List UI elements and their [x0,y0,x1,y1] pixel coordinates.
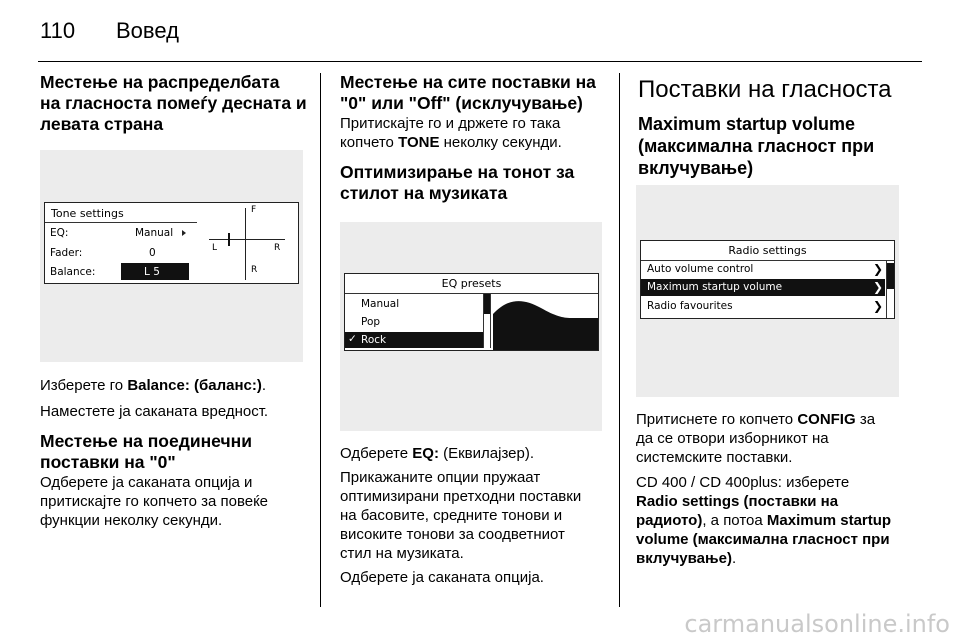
paragraph [40,376,315,395]
balance-marker [228,233,230,246]
column-2 [340,72,612,204]
text-line: CD 400 / CD 400plus: изберете [636,474,850,491]
axis-right-label: R [274,243,281,253]
scrollbar [483,294,491,348]
axis-left-label: L [212,243,218,253]
watermark: carmanualsonline.info [684,610,950,638]
eq-presets-screen [344,273,599,351]
check-icon: ✓ [348,333,357,345]
screen-title: EQ presets [441,277,502,290]
heading-line: Maximum startup volume [638,114,856,134]
menu-term: volume (максимална гласност при [636,531,890,548]
menu-term: вклучување) [636,550,732,567]
text-line: да се отвори изборникот на [636,430,829,447]
eq-option-manual: Manual [361,298,400,310]
scrollbar-thumb [887,263,894,289]
radio-settings-screen [640,240,895,319]
text: . [261,377,267,394]
text: неколку секунди. [439,134,562,151]
heading-reset-single [40,431,315,473]
text: копчето [340,134,399,151]
eq-option-rock: Rock [361,334,387,346]
text-line: стил на музиката. [340,545,464,562]
button-term: CONFIG [797,411,856,428]
text: (Еквилајзер). [438,445,534,462]
heading-balance [40,72,312,135]
axis-front-label: F [251,205,257,215]
heading-line: левата страна [40,114,164,134]
fader-value: 0 [149,247,156,259]
page-header [38,0,922,62]
paragraph [340,468,612,563]
header-divider [38,61,922,62]
paragraph [636,410,926,467]
balance-value: L 5 [144,266,160,278]
menu-term: Balance: (баланс:) [127,377,262,394]
page-number: 110 [40,18,76,43]
screen-divider [641,260,894,261]
text-line: системските поставки. [636,449,793,466]
column-1-text [40,376,315,530]
eq-label: EQ: [50,227,69,239]
text: Притиснете го копчето [636,411,798,428]
chevron-right-icon: ❯ [873,280,884,294]
text-line: Одберете ја саканата опција и [40,474,253,491]
menu-term: радиото) [636,512,703,529]
text-line: притискајте го копчето за повеќе [40,493,268,510]
text: Одберете [340,445,413,462]
heading-line: Местење на поединечни [40,431,252,451]
screen-title: Radio settings [728,244,807,257]
heading-line: Местење на сите поставки на [340,72,596,92]
paragraph [340,444,612,463]
menu-item-max-startup-volume: Maximum startup volume [647,281,783,293]
text-line: функции неколку секунди. [40,512,223,529]
text-line: високите тонови за соодветниот [340,526,565,543]
text-line: Прикажаните опции пружаат [340,469,541,486]
vertical-axis [245,208,246,280]
menu-term: Maximum startup [766,512,892,529]
screen-title: Tone settings [51,207,124,220]
arrow-right-icon [182,230,186,236]
text-line: Притискајте го и држете го така [340,115,561,132]
menu-term: EQ: [412,445,439,462]
column-3-text [636,410,926,568]
heading-max-startup-volume [638,113,928,179]
heading-line: Оптимизирање на тонот за [340,162,575,182]
eq-curve-graphic [493,294,598,350]
heading-line: "0" или "Off" (исклучување) [340,93,583,113]
paragraph [340,114,612,152]
eq-value: Manual [135,227,174,239]
radio-settings-screen-photo [636,185,899,397]
column-divider-1 [320,73,321,607]
text: . [731,550,737,567]
column-divider-2 [619,73,620,607]
menu-item-radio-favourites: Radio favourites [647,300,733,312]
text-line: оптимизирани претходни поставки [340,488,582,505]
heading-line: поставки на "0" [40,452,176,472]
column-2-text [340,444,612,587]
eq-presets-screen-photo [340,222,602,431]
horizontal-axis [209,239,285,240]
paragraph [40,473,315,530]
paragraph: Наместете ја саканата вредност. [40,403,269,420]
button-term: TONE [398,134,440,151]
paragraph [636,473,926,568]
menu-term: Radio settings (поставки на [636,493,839,510]
scrollbar [886,261,894,318]
text-line: на басовите, средните тонови и [340,507,563,524]
text: Изберете го [40,377,128,394]
heading-line: (максимална гласност при [638,136,875,156]
section-title: Поставки на гласноста [638,76,892,103]
heading-line: на гласноста помеѓу десната и [40,93,307,113]
column-1 [40,72,312,135]
heading-reset-all [340,72,612,114]
menu-item-auto-volume: Auto volume control [647,263,754,275]
screen-divider [45,222,197,223]
heading-line: Местење на распределбата [40,72,280,92]
column-3 [638,75,928,179]
balance-label: Balance: [50,266,96,278]
text: за [855,411,876,428]
heading-line: вклучување) [638,158,754,178]
heading-line: стилот на музиката [340,183,508,203]
tone-settings-screen [44,202,299,284]
heading-eq-style [340,162,612,204]
axis-rear-label: R [251,265,258,275]
chapter-title: Вовед [116,18,179,43]
chevron-right-icon: ❯ [873,262,884,276]
scrollbar-thumb [484,294,490,314]
paragraph: Одберете ја саканата опција. [340,569,544,586]
tone-settings-screen-photo [40,150,303,362]
eq-option-pop: Pop [361,316,381,328]
chevron-right-icon: ❯ [873,299,884,313]
fader-label: Fader: [50,247,83,259]
text: , а потоа [702,512,767,529]
